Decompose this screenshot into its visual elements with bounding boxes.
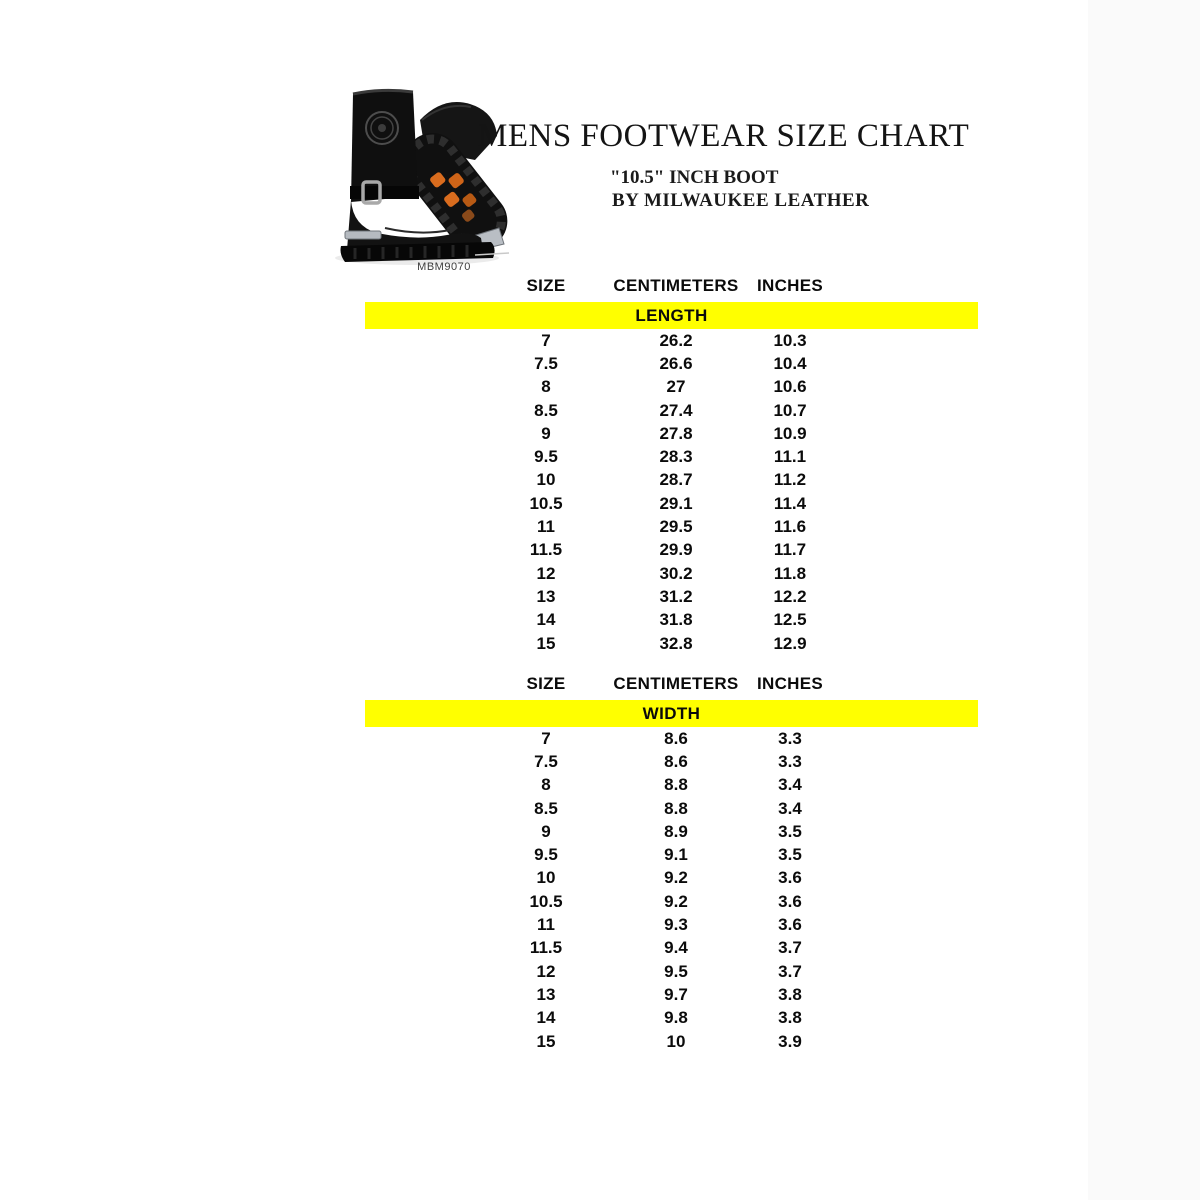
table-row — [365, 960, 978, 983]
inches-cell: 10.7 — [773, 400, 807, 420]
centimeters-cell: 9.4 — [664, 938, 688, 958]
centimeters-cell: 27 — [666, 377, 686, 397]
column-header-size: SIZE — [526, 276, 566, 295]
inches-cell: 3.5 — [778, 821, 802, 841]
centimeters-cell: 8.6 — [664, 728, 688, 748]
inches-cell: 3.8 — [778, 1008, 802, 1028]
centimeters-cell: 29.9 — [659, 540, 693, 560]
subtitle-brand: BY MILWAUKEE LEATHER — [612, 190, 870, 211]
table-row — [365, 609, 978, 632]
section-banner-length: LENGTH — [365, 302, 978, 329]
centimeters-cell: 32.8 — [659, 633, 693, 653]
table-row — [365, 820, 978, 843]
centimeters-cell: 27.4 — [659, 400, 693, 420]
product-model-code: MBM9070 — [417, 261, 471, 273]
centimeters-cell: 8.6 — [664, 751, 688, 771]
table-row — [365, 539, 978, 562]
size-cell: 9 — [541, 423, 551, 443]
centimeters-cell: 9.2 — [664, 868, 688, 888]
inches-cell: 11.6 — [773, 517, 807, 537]
size-cell: 15 — [536, 1031, 556, 1051]
centimeters-cell: 28.3 — [659, 447, 693, 467]
column-header-centimeters: CENTIMETERS — [613, 276, 739, 295]
size-cell: 7 — [541, 728, 551, 748]
centimeters-cell: 9.2 — [664, 891, 688, 911]
table-row — [365, 399, 978, 422]
inches-cell: 3.3 — [778, 751, 802, 771]
boots-image — [325, 78, 510, 268]
table-row — [365, 890, 978, 913]
table-row — [365, 632, 978, 655]
inches-cell: 3.4 — [778, 798, 802, 818]
inches-cell: 11.4 — [773, 493, 807, 513]
inches-cell: 10.3 — [773, 330, 807, 350]
table-row — [365, 492, 978, 515]
inches-cell: 12.5 — [773, 610, 807, 630]
size-cell: 12 — [536, 563, 556, 583]
centimeters-cell: 9.3 — [664, 915, 688, 935]
centimeters-cell: 29.5 — [659, 517, 693, 537]
inches-cell: 11.7 — [773, 540, 807, 560]
length-table-rows — [365, 329, 978, 655]
product-photo — [325, 78, 510, 268]
size-cell: 8.5 — [534, 400, 558, 420]
centimeters-cell: 9.1 — [664, 845, 688, 865]
centimeters-cell: 9.7 — [664, 984, 688, 1004]
size-cell: 11.5 — [529, 540, 563, 560]
column-header-inches: INCHES — [756, 276, 824, 295]
section-banner-width: WIDTH — [365, 700, 978, 727]
width-table-header-row — [365, 674, 978, 700]
table-row — [365, 1007, 978, 1030]
size-cell: 10 — [536, 868, 556, 888]
table-row — [365, 376, 978, 399]
inches-cell: 11.1 — [773, 447, 807, 467]
table-row — [365, 469, 978, 492]
inches-cell: 11.2 — [773, 470, 807, 490]
column-header-inches: INCHES — [756, 674, 824, 693]
length-table — [365, 276, 978, 655]
centimeters-cell: 29.1 — [659, 493, 693, 513]
centimeters-cell: 8.9 — [664, 821, 688, 841]
size-cell: 12 — [536, 961, 556, 981]
subtitle-boot-height: "10.5" INCH BOOT — [610, 167, 779, 188]
column-header-centimeters: CENTIMETERS — [613, 674, 739, 693]
size-cell: 9.5 — [534, 447, 558, 467]
table-row — [365, 515, 978, 538]
table-row — [365, 867, 978, 890]
size-cell: 8 — [541, 377, 551, 397]
centimeters-cell: 8.8 — [664, 798, 688, 818]
size-cell: 9.5 — [534, 845, 558, 865]
size-cell: 9 — [541, 821, 551, 841]
table-row — [365, 983, 978, 1006]
centimeters-cell: 10 — [666, 1031, 686, 1051]
inches-cell: 10.9 — [773, 423, 807, 443]
length-table-header-row — [365, 276, 978, 302]
size-cell: 10.5 — [529, 493, 563, 513]
size-cell: 13 — [536, 586, 556, 606]
table-row — [365, 727, 978, 750]
inches-cell: 10.4 — [773, 353, 807, 373]
size-cell: 10.5 — [529, 891, 563, 911]
inches-cell: 12.9 — [773, 633, 807, 653]
table-row — [365, 352, 978, 375]
size-cell: 15 — [536, 633, 556, 653]
table-row — [365, 1030, 978, 1053]
inches-cell: 3.8 — [778, 984, 802, 1004]
centimeters-cell: 9.8 — [664, 1008, 688, 1028]
size-cell: 14 — [536, 610, 556, 630]
size-cell: 14 — [536, 1008, 556, 1028]
table-row — [365, 329, 978, 352]
inches-cell: 3.6 — [778, 915, 802, 935]
inches-cell: 3.5 — [778, 845, 802, 865]
inches-cell: 3.7 — [778, 938, 802, 958]
page-edge-shading — [1088, 0, 1200, 1200]
centimeters-cell: 8.8 — [664, 775, 688, 795]
table-row — [365, 750, 978, 773]
inches-cell: 3.6 — [778, 868, 802, 888]
inches-cell: 3.6 — [778, 891, 802, 911]
inches-cell: 3.7 — [778, 961, 802, 981]
table-row — [365, 445, 978, 468]
size-cell: 8 — [541, 775, 551, 795]
size-cell: 10 — [536, 470, 556, 490]
centimeters-cell: 31.2 — [659, 586, 693, 606]
table-row — [365, 562, 978, 585]
table-row — [365, 937, 978, 960]
table-row — [365, 843, 978, 866]
table-row — [365, 422, 978, 445]
inches-cell: 3.3 — [778, 728, 802, 748]
centimeters-cell: 9.5 — [664, 961, 688, 981]
inches-cell: 11.8 — [773, 563, 807, 583]
centimeters-cell: 26.2 — [659, 330, 693, 350]
inches-cell: 12.2 — [773, 586, 807, 606]
size-cell: 7.5 — [534, 751, 558, 771]
size-cell: 7.5 — [534, 353, 558, 373]
width-table — [365, 674, 978, 1053]
size-cell: 8.5 — [534, 798, 558, 818]
page-title: MENS FOOTWEAR SIZE CHART — [478, 118, 970, 154]
inches-cell: 3.4 — [778, 775, 802, 795]
table-row — [365, 774, 978, 797]
centimeters-cell: 30.2 — [659, 563, 693, 583]
size-cell: 11 — [537, 517, 555, 537]
table-row — [365, 797, 978, 820]
inches-cell: 10.6 — [773, 377, 807, 397]
centimeters-cell: 27.8 — [659, 423, 693, 443]
width-table-rows — [365, 727, 978, 1053]
centimeters-cell: 26.6 — [659, 353, 693, 373]
size-cell: 11 — [537, 915, 555, 935]
centimeters-cell: 28.7 — [659, 470, 693, 490]
table-row — [365, 585, 978, 608]
size-cell: 7 — [541, 330, 551, 350]
size-cell: 11.5 — [529, 938, 563, 958]
table-row — [365, 913, 978, 936]
centimeters-cell: 31.8 — [659, 610, 693, 630]
inches-cell: 3.9 — [778, 1031, 802, 1051]
size-cell: 13 — [536, 984, 556, 1004]
column-header-size: SIZE — [526, 674, 566, 693]
